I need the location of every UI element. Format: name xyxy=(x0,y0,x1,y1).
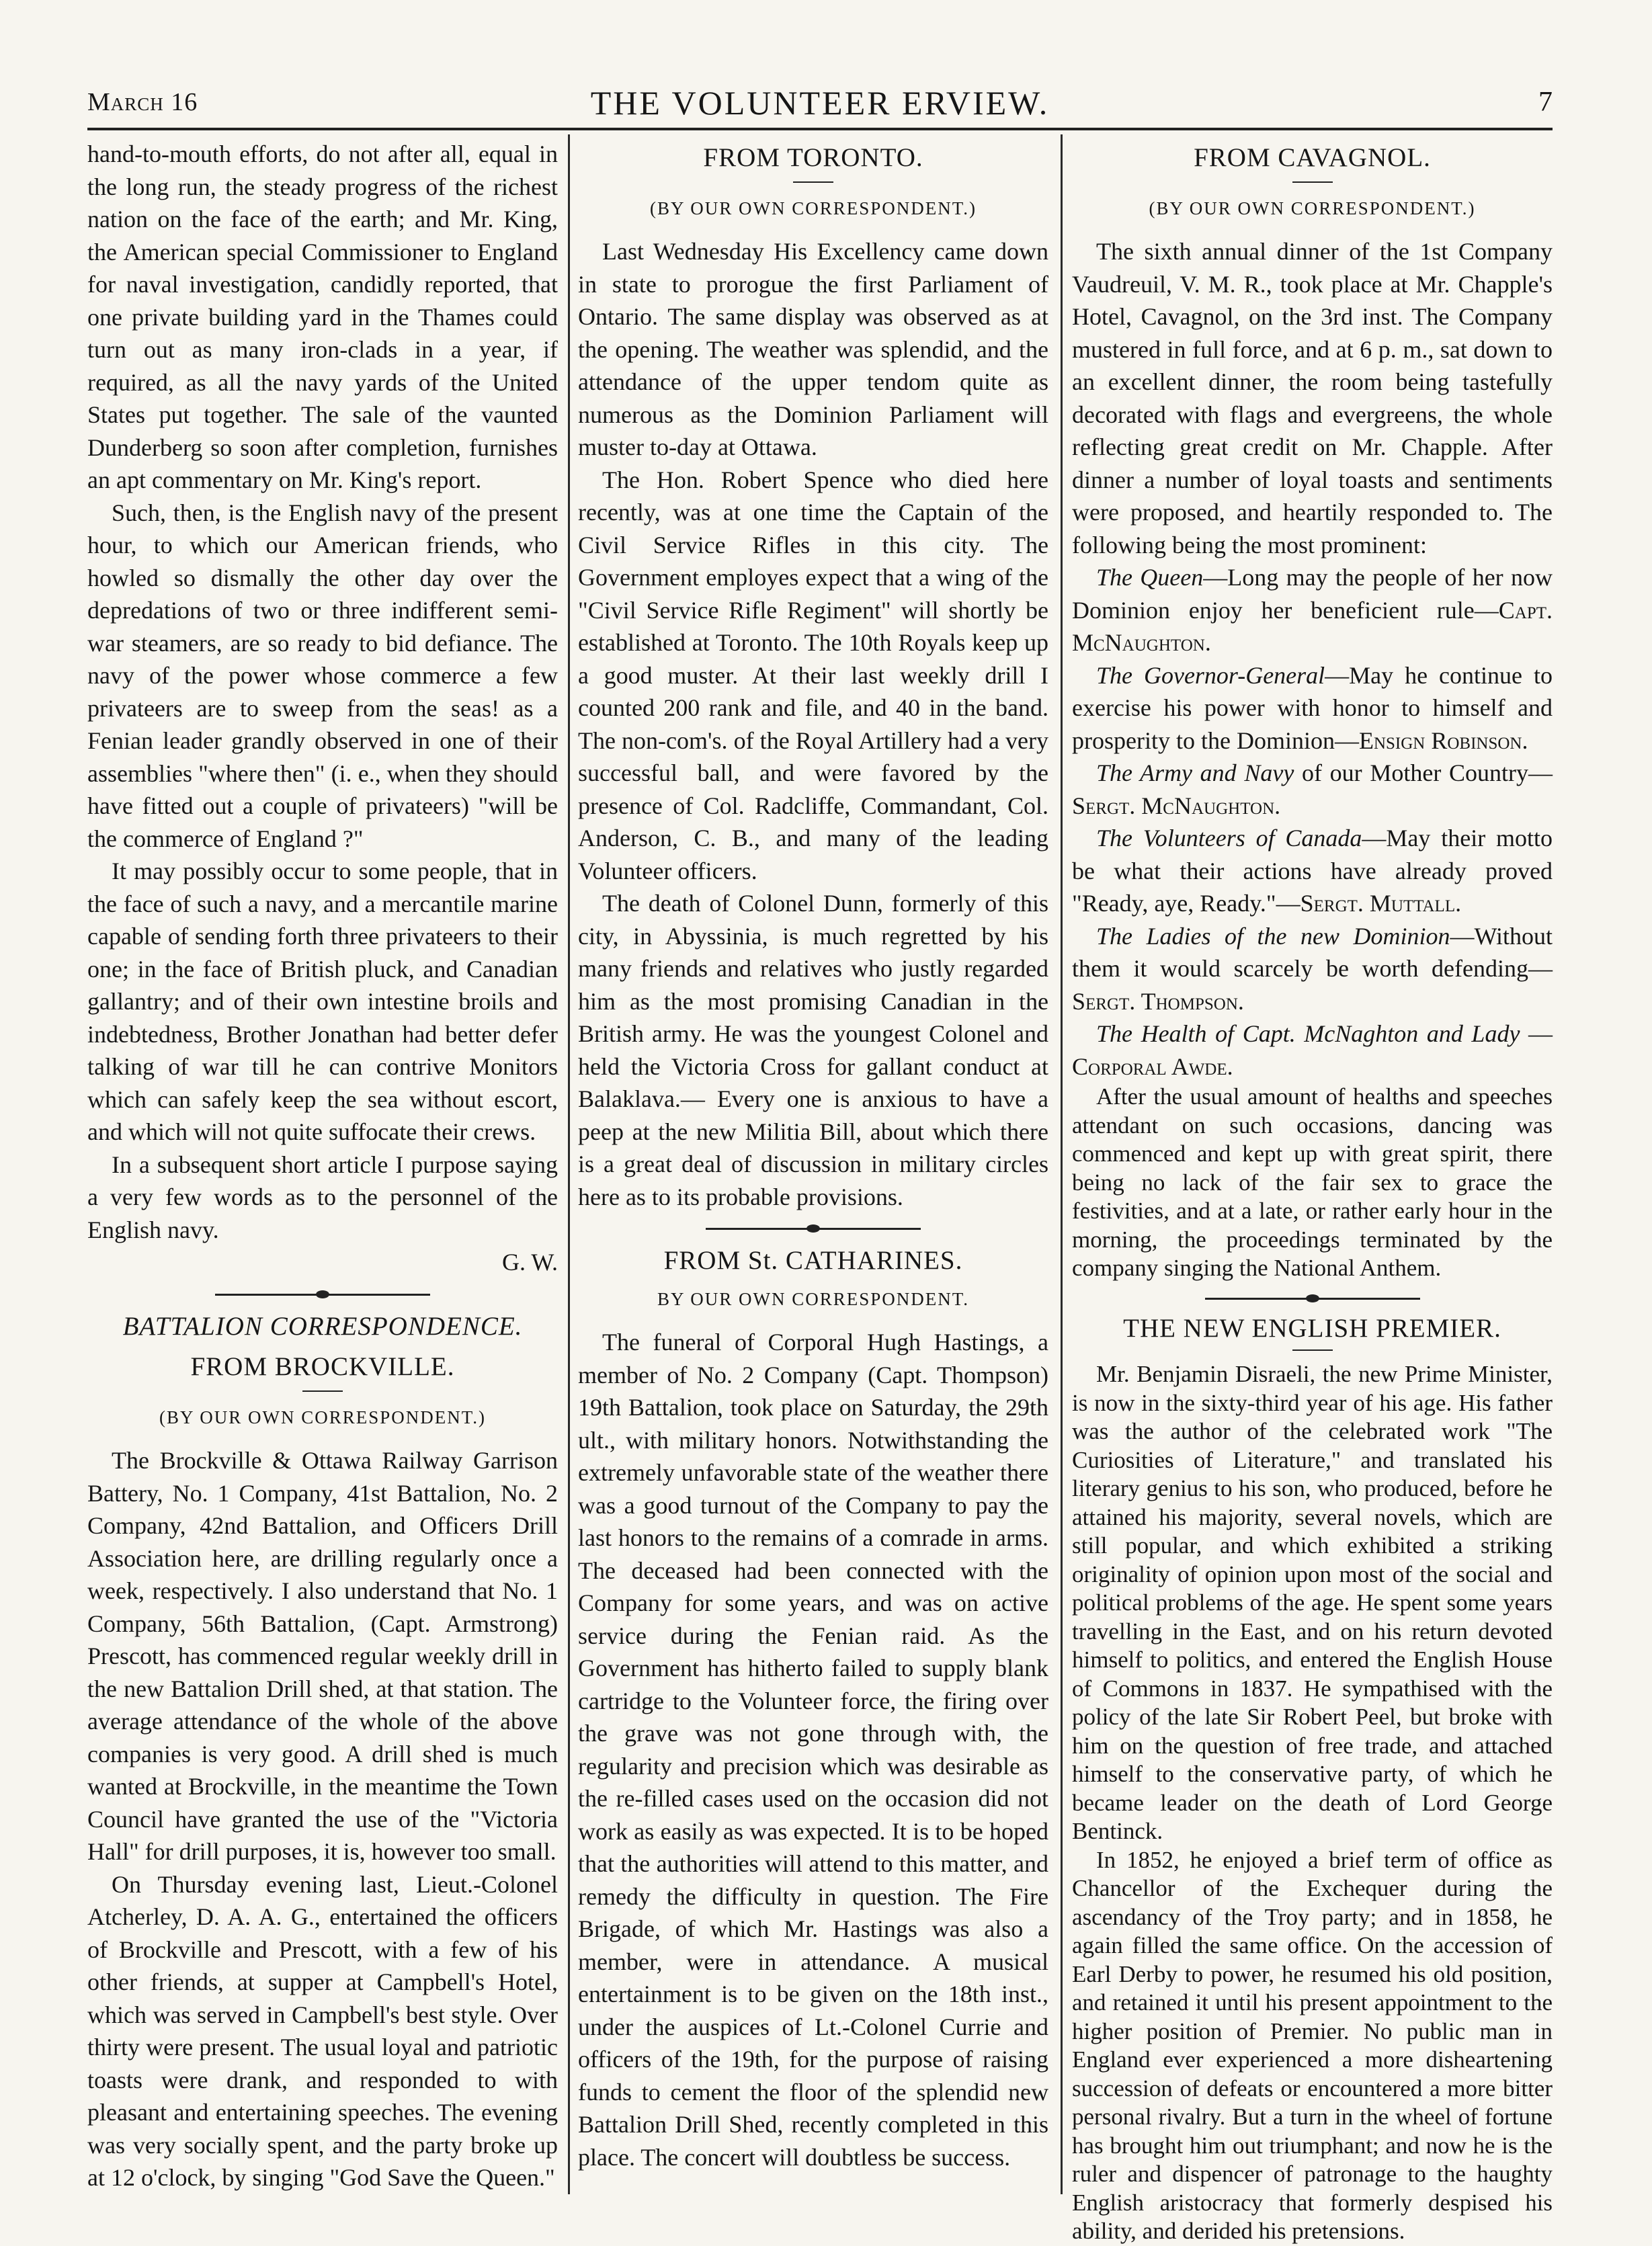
article-paragraph: The Brockville & Ottawa Railway Garrison Battery, No. 1 Company, 41st Battalion, No. 2 Company, 42nd Battalion, and Officers Drill Association here, are drilling regularly once a week, respectively. I also understand that No. 1 Company, 56th Battalion, (Capt. Armstrong) Prescott, has commenced regular weekly drill in the new Battalion Drill shed, at that station. The average attendance of the whole of the above companies is very good. A drill shed is much wanted at Brockville, in the meantime the Town Council have granted the use of the "Victoria Hall" for drill purposes, it is, however too small. xyxy=(87,1447,558,1865)
toast-text: —May their motto be what their actions have already proved "Ready, aye, Ready."— xyxy=(1072,825,1553,917)
toast-speaker: Capt. McNaughton. xyxy=(1072,596,1553,656)
article-paragraph: The funeral of Corporal Hugh Hastings, a member of No. 2 Company (Capt. Thompson) 19th Battalion, took place on Saturday, the 29th ult., with military honors. Notwithstanding the extremely unfavorable state of the weather there was a good turnout of the Company to pay the last honors to the remains of a comrade in arms. The deceased had been connected with the Company for some years, and was on active service during the Fenian raid. As the Government has hitherto failed to supply blank cartridge to the Volunteer force, the firing over the grave was not gone through with, the regularity and precision which was desirable as the re-filled cases used on the occasion did not work as easily as was expected. It is to be hoped that the authorities will attend to this matter, and remedy the difficulty in question. The Fire Brigade, of which Mr. Hastings was also a member, were in attendance. A musical entertainment is to be given on the 18th inst., under the auspices of Lt.-Colonel Currie and officers of the 19th, for the purpose of raising funds to cement the floor of the splendid new Battalion Drill Shed, recently completed in this place. The concert will doubtless be success. xyxy=(578,1329,1048,2171)
article-paragraph: In a subsequent short article I purpose saying a very few words as to the personnel of the English navy. xyxy=(87,1151,558,1243)
toast-entry xyxy=(1072,659,1553,757)
column-1 xyxy=(87,138,558,2194)
byline: (BY OUR OWN CORRESPONDENT.) xyxy=(159,1407,486,1427)
column-rule xyxy=(1061,134,1063,2194)
heading-rule xyxy=(1292,1349,1333,1351)
toast-name: The Volunteers of Canada xyxy=(1096,825,1362,851)
toast-speaker: Sergt. McNaughton. xyxy=(1072,792,1281,819)
article-heading: FROM TORONTO. xyxy=(703,143,923,172)
masthead xyxy=(87,81,1553,130)
article-paragraph: The sixth annual dinner of the 1st Company Vaudreuil, V. M. R., took place at Mr. Chapple's Hotel, Cavagnol, on the 3rd inst. The Company mustered in full force, and at 6 p. m., sat down to an excellent dinner, the room being tastefully decorated with flags and evergreens, the whole reflecting great credit on Mr. Chapple. After dinner a number of loyal toasts and sentiments were proposed, and heartily responded to. The following being the most prominent: xyxy=(1072,238,1553,558)
toast-entry xyxy=(1072,1017,1553,1083)
toast-name: The Health of Capt. McNaghton and Lady xyxy=(1096,1020,1520,1047)
issue-date: March 16 xyxy=(87,88,198,116)
toast-speaker: Ensign Robinson. xyxy=(1358,726,1528,754)
small-type-block xyxy=(1072,1083,1553,2246)
byline: (BY OUR OWN CORRESPONDENT.) xyxy=(650,198,977,218)
column-2 xyxy=(578,138,1048,2194)
byline: (BY OUR OWN CORRESPONDENT.) xyxy=(1149,198,1476,218)
article-paragraph: hand-to-mouth efforts, do not after all, equal in the long run, the steady progress of the richest nation on the face of the earth; and Mr. King, the American special Commissioner to England for naval investigation, candidly reported, that one private building yard in the Thames could turn out as many iron-clads in a year, if required, as all the navy yards of the United States put together. The sale of the vaunted Dunderberg so soon after completion, furnishes an apt commentary on Mr. King's report. xyxy=(87,140,558,493)
toast-name: The Queen xyxy=(1096,564,1204,591)
section-divider xyxy=(215,1294,430,1296)
toast-entry xyxy=(1072,822,1553,920)
toast-name: The Governor-General xyxy=(1096,661,1325,689)
section-heading: BATTALION CORRESPONDENCE. xyxy=(122,1311,523,1341)
page-number: 7 xyxy=(1538,87,1553,118)
article-paragraph: After the usual amount of healths and speeches attendant on such occasions, dancing was commenced and kept up with great spirit, there being no lack of the fair sex to grace the festivities, and at a late, or rather early hour in the morning, the proceedings terminated by the company singing the National Anthem. xyxy=(1072,1083,1553,1281)
toast-speaker: Sergt. Thompson. xyxy=(1072,987,1244,1015)
author-signature: G. W. xyxy=(501,1249,558,1276)
article-paragraph: It may possibly occur to some people, that in the face of such a navy, and a mercantile marine capable of sending forth three privateers to their one; in the face of British pluck, and Canadian gallantry; and of their own intestine broils and indebtedness, Brother Jonathan had better defer talking of war till he can contrive Monitors which can safely keep the sea without escort, and which will not quite suffocate their crews. xyxy=(87,858,558,1145)
heading-rule xyxy=(1292,181,1333,183)
section-divider xyxy=(1205,1298,1420,1300)
article-paragraph: Such, then, is the English navy of the present hour, to which our American friends, who howled so dismally the other day over the depredations of two or three indifferent semi-war steamers, are so ready to bid defiance. The navy of the power whose commerce a few privateers are to sweep from the seas! as a Fenian leader grandly observed in one of their assemblies "where then" (i. e., when they should have fitted out a couple of privateers) "will be the commerce of England ?" xyxy=(87,499,558,852)
newspaper-title: THE VOLUNTEER ERVIEW. xyxy=(590,84,1050,122)
byline: BY OUR OWN CORRESPONDENT. xyxy=(657,1288,970,1309)
toast-speaker: Corporal Awde. xyxy=(1072,1052,1233,1080)
toast-text: —Without them it would scarcely be worth defending— xyxy=(1072,922,1553,982)
article-paragraph: Last Wednesday His Excellency came down in state to prorogue the first Parliament of Ontario. The same display was observed as at the opening. The weather was splendid, and the attendance of the upper tendom quite as numerous as the Dominion Parliament will muster to-day at Ottawa. xyxy=(578,238,1048,460)
article-heading: FROM CAVAGNOL. xyxy=(1194,143,1431,172)
toast-text: —Long may the people of her now Dominion enjoy her beneficient rule— xyxy=(1072,564,1553,624)
section-divider xyxy=(706,1228,921,1230)
heading-rule xyxy=(302,1390,343,1392)
toast-speaker: Sergt. Muttall. xyxy=(1300,890,1462,917)
article-paragraph: The Hon. Robert Spence who died here recently, was at one time the Captain of the Civil Service Rifles in this city. The Government employes expect that a wing of the "Civil Service Rifle Regiment" will shortly be established at Toronto. The 10th Royals keep up a good muster. At their last weekly drill I counted 200 rank and file, and 40 in the band. The non-com's. of the Royal Artillery had a very successful ball, and were favored by the presence of Col. Radcliffe, Commandant, Col. Anderson, C. B., and many of the leading Volunteer officers. xyxy=(578,466,1048,884)
column-rule xyxy=(568,134,570,2194)
toast-name: The Army and Navy xyxy=(1096,759,1294,786)
article-heading: THE NEW ENGLISH PREMIER. xyxy=(1123,1313,1501,1343)
column-3 xyxy=(1072,138,1553,2244)
toast-entry xyxy=(1072,757,1553,822)
toast-text: — xyxy=(1520,1020,1553,1047)
article-paragraph: In 1852, he enjoyed a brief term of office as Chancellor of the Exchequer during the ascendancy of the Troy party; and in 1858, he again filled the same office. On the accession of Earl Derby to power, he resumed his old position, and retained it until his present appointment to the higher position of Premier. No public man in England ever experienced a more disheartening succession of defeats or encountered a more bitter personal rivalry. But a turn in the wheel of fortune has brought him out triumphant; and now he is the ruler and dispencer of patronage to the haughty English aristocracy that formerly despised his ability, and derided his pretensions. xyxy=(1072,1846,1553,2244)
toast-text: —May he continue to exercise his power with honor to himself and prosperity to the Dominion— xyxy=(1072,661,1553,754)
toast-text: of our Mother Country— xyxy=(1294,759,1553,786)
toast-name: The Ladies of the new Dominion xyxy=(1096,922,1450,950)
article-paragraph: On Thursday evening last, Lieut.-Colonel Atcherley, D. A. A. G., entertained the officers of Brockville and Prescott, with a few of his other friends, at supper at Campbell's Hotel, which was served in Campbell's best style. Over thirty were present. The usual loyal and patriotic toasts were drank, and responded to with pleasant and entertaining speeches. The evening was very socially spent, and the party broke up at 12 o'clock, by singing "God Save the Queen." xyxy=(87,1870,558,2191)
signature-line xyxy=(87,1246,558,1279)
article-heading: FROM St. CATHARINES. xyxy=(663,1246,963,1275)
toast-entry xyxy=(1072,920,1553,1018)
toast-entry xyxy=(1072,561,1553,659)
article-paragraph: The death of Colonel Dunn, formerly of this city, in Abyssinia, is much regretted by his many friends and relatives who justly regarded him as the most promising Canadian in the British army. He was the youngest Colonel and held the Victoria Cross for gallant conduct at Balaklava.— Every one is anxious to have a peep at the new Militia Bill, about which there is a great deal of discussion in military circles here as to its probable provisions. xyxy=(578,890,1048,1210)
heading-rule xyxy=(793,181,833,183)
article-paragraph: Mr. Benjamin Disraeli, the new Prime Minister, is now in the sixty-third year of his age. His father was the author of the celebrated work "The Curiosities of Literature," and translated his literary genius to his son, who produced, before he attained his majority, several novels, which are still popular, and which exhibited a striking originality of opinion upon most of the social and political problems of the age. He spent some years travelling in the East, and on his return devoted himself to politics, and entered the English House of Commons in 1837. He sympathised with the policy of the late Sir Robert Peel, but broke with him on the question of free trade, and attached himself to the conservative party, of which he became leader on the death of Lord George Bentinck. xyxy=(1072,1361,1553,1844)
article-heading: FROM BROCKVILLE. xyxy=(190,1352,455,1381)
